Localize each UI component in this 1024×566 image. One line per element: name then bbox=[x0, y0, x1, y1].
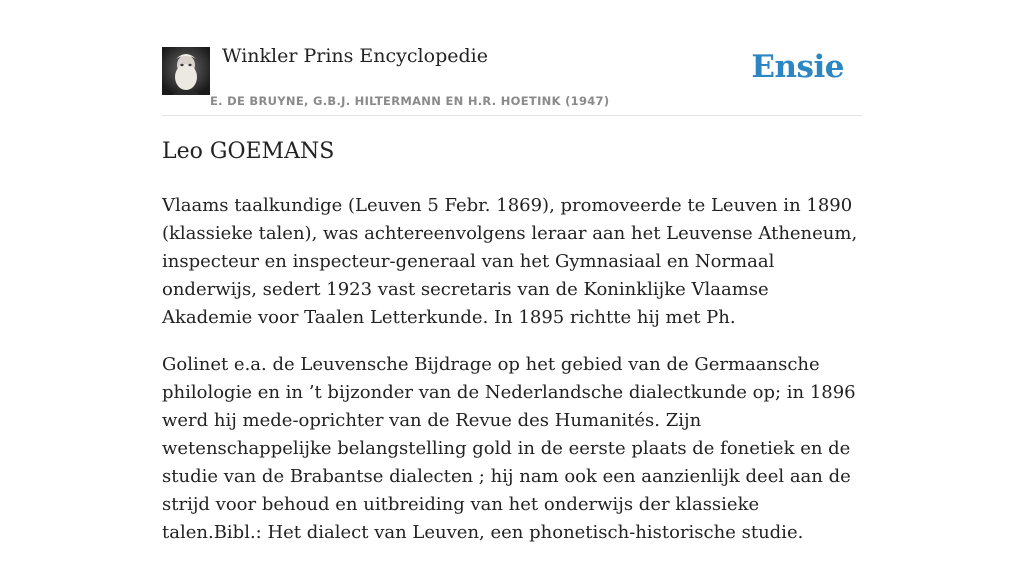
book-title[interactable]: Winkler Prins Encyclopedie bbox=[222, 45, 488, 67]
paragraph-2: Golinet e.a. de Leuvensche Bijdrage op het gebied van de Germaansche philologie en in ’t bijzonder van de Nederlandsche dialectkunde op; in 1896 werd hij mede-oprichter van de Revue des Humanités. Zijn wetenschappelijke belangstelling gold in de eerste plaats de fonetiek en de studie van de Brabantse dialecten ; hij nam ook een aanzienlijk deel aan de strijd voor behoud en uitbreiding van het onderwijs der klassieke talen.Bibl.: Het dialect van Leuven, een phonetisch-historische studie. bbox=[162, 354, 856, 543]
page bbox=[162, 0, 862, 543]
ensie-logo[interactable]: Ensie bbox=[751, 49, 844, 85]
authors-line: E. DE BRUYNE, G.B.J. HILTERMANN EN H.R. HOETINK (1947) bbox=[210, 94, 610, 108]
entry-body bbox=[162, 192, 862, 566]
header bbox=[162, 0, 862, 116]
portrait-icon bbox=[162, 47, 210, 95]
author-avatar[interactable] bbox=[162, 47, 210, 95]
entry-title: Leo GOEMANS bbox=[162, 139, 335, 164]
paragraph-1: Vlaams taalkundige (Leuven 5 Febr. 1869), promoveerde te Leuven in 1890 (klassieke talen), was achtereenvolgens leraar aan het Leuvense Atheneum, inspecteur en inspecteur-generaal van het Gymnasiaal en Normaal onderwijs, sedert 1923 vast secretaris van de Koninklijke Vlaamse Akademie voor Taalen Letterkunde. In 1895 richtte hij met Ph. bbox=[162, 195, 858, 328]
